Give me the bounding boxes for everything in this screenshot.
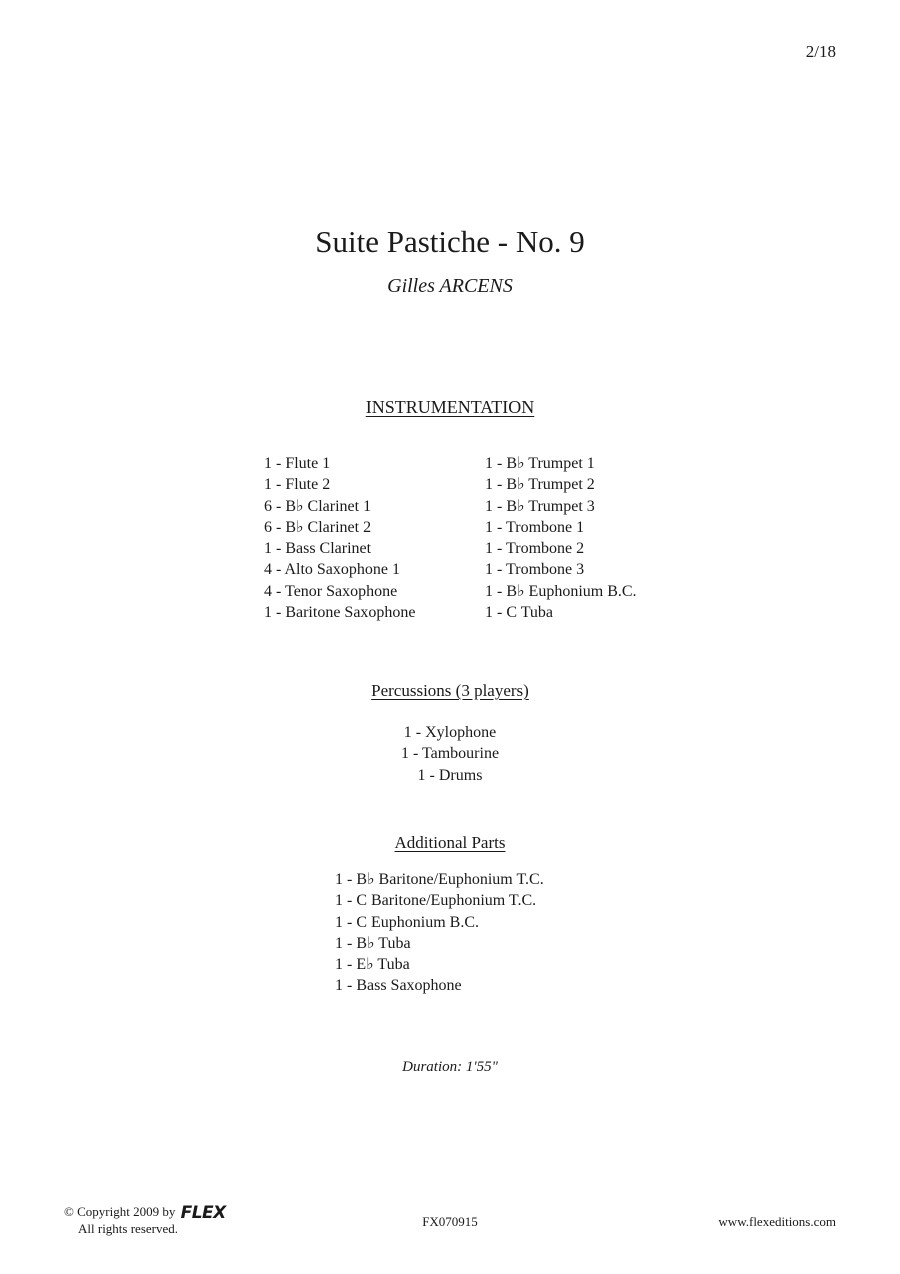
catalog-number: FX070915 xyxy=(422,1214,478,1229)
instrument-item: 1 - B♭ Trumpet 1 xyxy=(485,455,595,472)
instrument-item: 1 - C Tuba xyxy=(485,604,554,622)
instrumentation-left-column xyxy=(264,453,416,623)
instrument-item: 1 - B♭ Trumpet 3 xyxy=(485,497,595,515)
additional-parts-list xyxy=(335,869,544,997)
percussion-item: 1 - Xylophone xyxy=(403,724,497,741)
instrument-item: 4 - Tenor Saxophone xyxy=(264,582,398,600)
copyright-text: © Copyright 2009 by xyxy=(64,1204,176,1219)
instrumentation-heading: INSTRUMENTATION xyxy=(365,397,535,417)
instrument-item: 1 - Flute 2 xyxy=(264,476,331,494)
instrument-item: 1 - B♭ Trumpet 2 xyxy=(485,476,595,494)
instrument-item: 1 - Trombone 1 xyxy=(485,518,585,536)
instrument-item: 1 - Flute 1 xyxy=(264,455,331,472)
percussion-list xyxy=(0,722,900,786)
instrument-item: 1 - Trombone 3 xyxy=(485,561,585,579)
instrument-item: 1 - Trombone 2 xyxy=(485,540,585,558)
website-url: www.flexeditions.com xyxy=(718,1214,836,1229)
page-number: 2/18 xyxy=(805,42,836,61)
additional-parts-heading: Additional Parts xyxy=(394,833,506,852)
additional-part-item: 1 - B♭ Tuba xyxy=(335,934,411,952)
rights-text: All rights reserved. xyxy=(78,1221,179,1236)
instrument-item: 6 - B♭ Clarinet 2 xyxy=(264,518,372,536)
duration-text: Duration: 1'55" xyxy=(402,1059,498,1075)
additional-part-item: 1 - C Euphonium B.C. xyxy=(335,913,480,931)
percussion-heading: Percussions (3 players) xyxy=(371,681,529,700)
additional-part-item: 1 - E♭ Tuba xyxy=(335,956,410,974)
flex-logo: FLEX xyxy=(180,1203,226,1223)
percussion-item: 1 - Drums xyxy=(417,766,483,784)
instrument-item: 1 - B♭ Euphonium B.C. xyxy=(485,582,637,600)
page-title: Suite Pastiche - No. 9 xyxy=(315,224,585,259)
instrument-item: 1 - Baritone Saxophone xyxy=(264,604,416,622)
instrumentation-right-column xyxy=(485,453,637,623)
instrument-item: 1 - Bass Clarinet xyxy=(264,540,372,558)
instrument-item: 6 - B♭ Clarinet 1 xyxy=(264,497,372,515)
additional-part-item: 1 - B♭ Baritone/Euphonium T.C. xyxy=(335,871,544,888)
additional-part-item: 1 - Bass Saxophone xyxy=(335,977,462,995)
additional-part-item: 1 - C Baritone/Euphonium T.C. xyxy=(335,892,537,910)
instrument-item: 4 - Alto Saxophone 1 xyxy=(264,561,400,579)
percussion-item: 1 - Tambourine xyxy=(400,745,500,763)
composer-name: Gilles ARCENS xyxy=(387,275,513,297)
